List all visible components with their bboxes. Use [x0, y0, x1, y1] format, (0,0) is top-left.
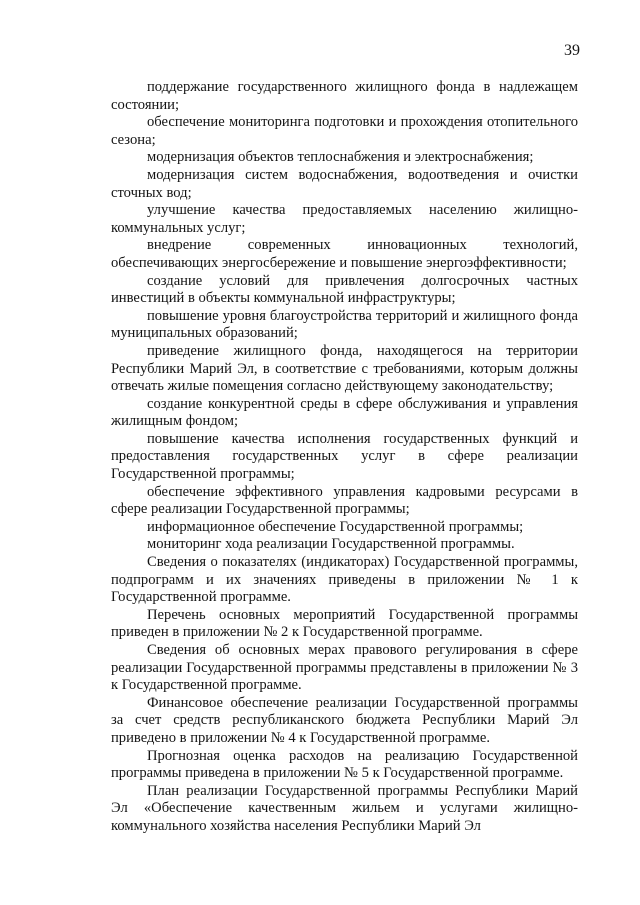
paragraph: создание условий для привлечения долгосрочных частных инвестиций в объекты коммунальной инфраструктуры; [111, 272, 578, 307]
paragraph: модернизация систем водоснабжения, водоотведения и очистки сточных вод; [111, 166, 578, 201]
paragraph: обеспечение мониторинга подготовки и прохождения отопительного сезона; [111, 114, 578, 148]
paragraph: повышение уровня благоустройства территорий и жилищного фонда муниципальных образований; [111, 307, 578, 342]
paragraph: приведение жилищного фонда, находящегося на территории Республики Марий Эл, в соответствие с требованиями, которым должны отвечать жилые помещения согласно действующему законодательству; [111, 342, 578, 395]
page-number: 39 [564, 42, 580, 59]
paragraph: модернизация объектов теплоснабжения и электроснабжения; [147, 149, 534, 166]
paragraph: Финансовое обеспечение реализации Государственной программы за счет средств республиканского бюджета Республики Марий Эл приведено в приложении № 4 к Государственной программе. [111, 694, 578, 746]
paragraph: обеспечение эффективного управления кадровыми ресурсами в сфере реализации Государственной программы; [111, 483, 578, 518]
body-text [111, 79, 578, 836]
paragraph: Перечень основных мероприятий Государственной программы приведен в приложении № 2 к Государственной программе. [111, 606, 578, 641]
paragraph: внедрение современных инновационных технологий, обеспечивающих энергосбережение и повышение энергоэффективности; [111, 237, 578, 271]
paragraph: Прогнозная оценка расходов на реализацию Государственной программы приведена в приложении № 5 к Государственной программе. [111, 747, 578, 782]
paragraph: мониторинг хода реализации Государственной программы. [147, 536, 515, 553]
paragraph: Сведения об основных мерах правового регулирования в сфере реализации Государственной программы представлены в приложении № 3 к Государственной программе. [111, 642, 578, 694]
paragraph: информационное обеспечение Государственной программы; [147, 518, 524, 535]
paragraph: Сведения о показателях (индикаторах) Государственной программы, подпрограмм и их значениях приведены в приложении № 1 к Государственной программе. [111, 554, 578, 606]
paragraph: создание конкурентной среды в сфере обслуживания и управления жилищным фондом; [111, 395, 578, 430]
paragraph: План реализации Государственной программы Республики Марий Эл «Обеспечение качественным жильем и услугами жилищно-коммунального хозяйства населения Республики Марий Эл [111, 782, 578, 834]
paragraph: повышение качества исполнения государственных функций и предоставления государственных услуг в сфере реализации Государственной программы; [111, 430, 578, 483]
paragraph: поддержание государственного жилищного фонда в надлежащем состоянии; [111, 79, 578, 113]
paragraph: улучшение качества предоставляемых населению жилищно-коммунальных услуг; [111, 202, 578, 236]
